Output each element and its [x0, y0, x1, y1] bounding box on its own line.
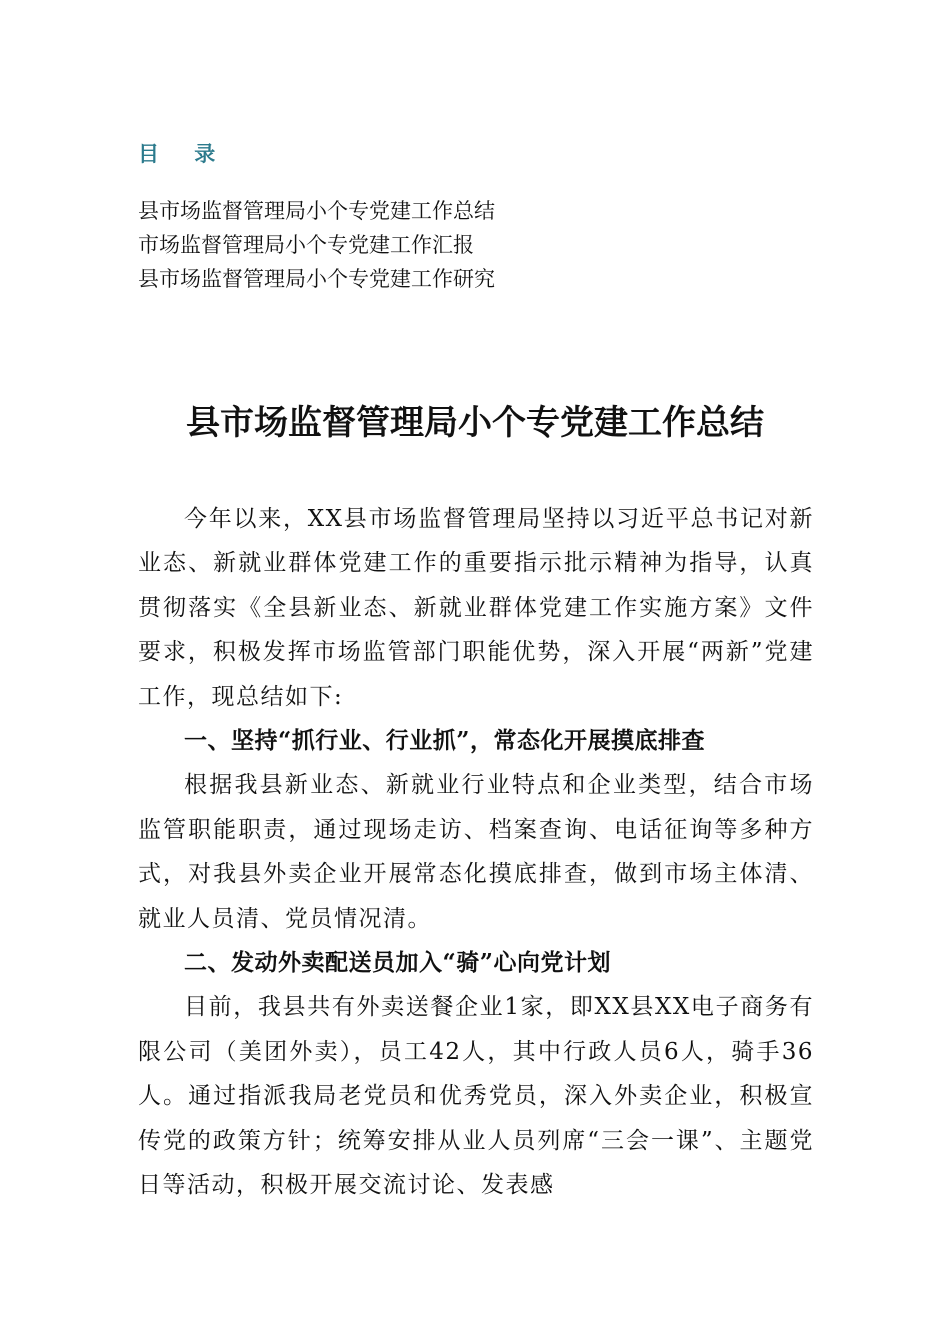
- section-heading: 一、坚持“抓行业、行业抓”，常态化开展摸底排查: [184, 727, 705, 755]
- intro-paragraph: 今年以来，XX县市场监督管理局坚持以习近平总书记对新业态、新就业群体党建工作的重要指示批示精神为指导，认真贯彻落实《全县新业态、新就业群体党建工作实施方案》文件要求，积极发挥市场监管部门职能优势，深入开展“两新”党建工作，现总结如下:: [138, 506, 814, 710]
- document-body: [138, 497, 814, 1208]
- document-title: 县市场监督管理局小个专党建工作总结: [186, 403, 764, 443]
- toc-list: [138, 194, 495, 296]
- toc-item[interactable]: 市场监督管理局小个专党建工作汇报: [138, 233, 474, 257]
- toc-heading: 目 录: [138, 142, 230, 166]
- section-paragraph: 根据我县新业态、新就业行业特点和企业类型，结合市场监管职能职责，通过现场走访、档案查询、电话征询等多种方式，对我县外卖企业开展常态化摸底排查，做到市场主体清、就业人员清、党员情况清。: [138, 772, 814, 932]
- toc-item[interactable]: 县市场监督管理局小个专党建工作总结: [138, 199, 495, 223]
- section-heading: 二、发动外卖配送员加入“骑”心向党计划: [184, 949, 611, 977]
- section-paragraph: 目前，我县共有外卖送餐企业1家，即XX县XX电子商务有限公司（美团外卖），员工42人，其中行政人员6人，骑手36人。通过指派我局老党员和优秀党员，深入外卖企业，积极宣传党的政策方针；统筹安排从业人员列席“三会一课”、主题党日等活动，积极开展交流讨论、发表感: [138, 994, 814, 1199]
- toc-item[interactable]: 县市场监督管理局小个专党建工作研究: [138, 267, 495, 291]
